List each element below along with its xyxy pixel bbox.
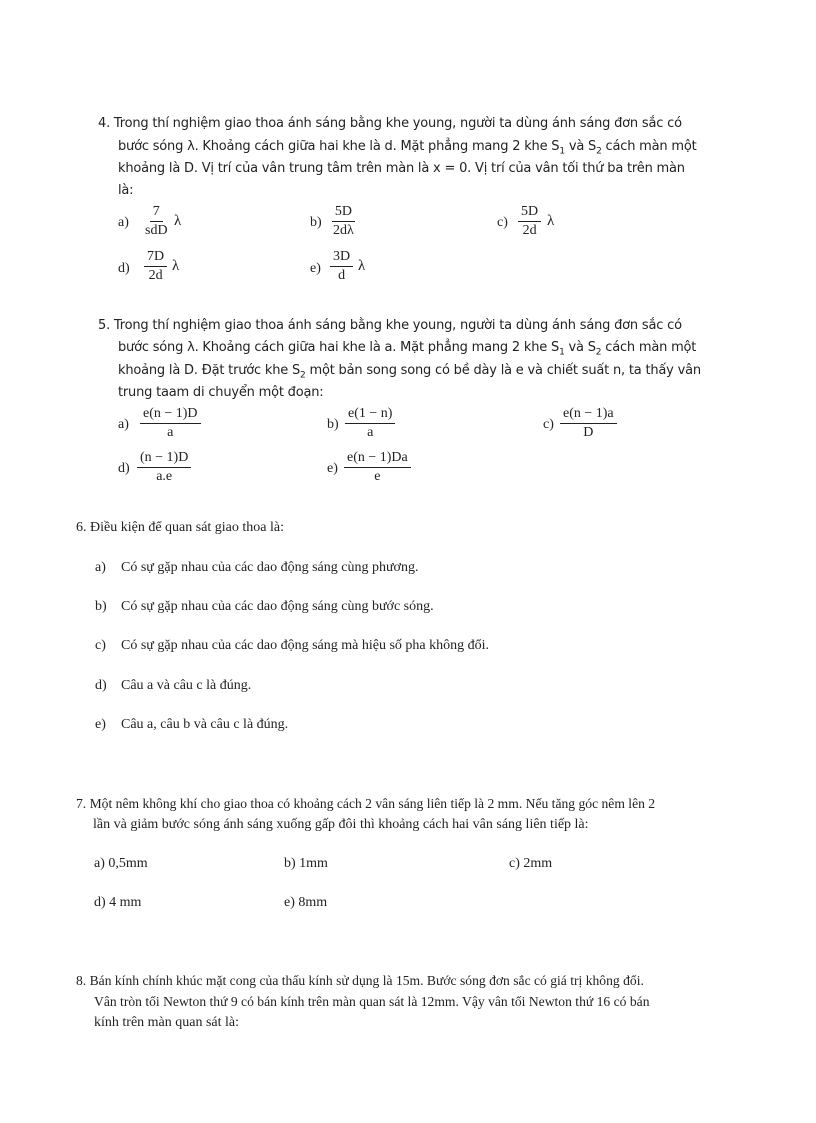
q4-option-a-fraction	[142, 204, 171, 239]
q5-option-d-fraction	[137, 450, 191, 485]
q4-line-3: khoảng là D. Vị trí của vân trung tâm trên màn là x = 0. Vị trí của vân tối thứ ba trên màn	[118, 161, 685, 176]
q6-option-d-text: Câu a và câu c là đúng.	[121, 678, 252, 693]
q6-option-c-text: Có sự gặp nhau của các dao động sáng mà hiệu số pha không đổi.	[121, 638, 490, 653]
q4-option-c-label: c)	[497, 215, 508, 230]
q4-option-a-lambda: λ	[174, 213, 182, 229]
q5-line-3: khoảng là D. Đặt trước khe $S_2$ một bản song song có bề dày là e và chiết suất n, ta thấy vân	[118, 363, 701, 381]
q4-option-c-fraction	[518, 204, 541, 239]
q7-option-b: b) 1mm	[284, 856, 328, 871]
q4-option-d-label: d)	[118, 261, 130, 276]
q6-option-d-label: d)	[95, 678, 107, 693]
q6-stem: 6. Điều kiện để quan sát giao thoa là:	[76, 520, 284, 535]
q5-option-e-denominator: e	[374, 469, 381, 484]
q7-line-2: lần và giảm bước sóng ánh sáng xuống gấp đôi thì khoảng cách hai vân sáng liên tiếp là:	[93, 817, 589, 832]
q4-line-4: là:	[118, 183, 134, 198]
q5-option-b-denominator: a	[367, 425, 374, 440]
q6-option-b-label: b)	[95, 599, 107, 614]
q7-option-e: e) 8mm	[284, 895, 328, 910]
q5-option-a-fraction	[140, 406, 201, 441]
q4-option-d-numerator: 7D	[144, 249, 167, 267]
q4-option-a-numerator: 7	[150, 204, 163, 222]
q4-option-d-lambda: λ	[172, 258, 180, 274]
q5-option-a-label: a)	[118, 417, 129, 432]
q4-option-c-numerator: 5D	[518, 204, 541, 222]
q7-option-a: a) 0,5mm	[94, 856, 148, 871]
q7-line-1: 7. Một nêm không khí cho giao thoa có khoảng cách 2 vân sáng liên tiếp là 2 mm. Nếu tăng góc nêm lên 2	[76, 796, 656, 811]
q4-option-e-denominator: d	[338, 268, 346, 283]
q5-option-d-numerator: (n − 1)D	[137, 450, 191, 468]
q4-option-e-lambda: λ	[358, 258, 366, 274]
q6-option-b-text: Có sự gặp nhau của các dao động sáng cùng bước sóng.	[121, 599, 434, 614]
q5-option-a-denominator: a	[167, 425, 174, 440]
q4-option-b-label: b)	[310, 215, 322, 230]
q5-option-a-numerator: e(n − 1)D	[140, 406, 201, 424]
q5-option-e-label: e)	[327, 461, 338, 476]
q5-option-d-label: d)	[118, 461, 130, 476]
q6-option-a-label: a)	[95, 560, 106, 575]
q4-option-a-denominator: sdD	[145, 223, 168, 238]
q4-option-e-label: e)	[310, 261, 321, 276]
q5-option-c-label: c)	[543, 417, 554, 432]
q8-line-1: 8. Bán kính chính khúc mặt cong của thấu kính sử dụng là 15m. Bước sóng đơn sắc có giá trị không đổi.	[76, 973, 644, 988]
q4-line-2: bước sóng λ. Khoảng cách giữa hai khe là d. Mặt phẳng mang 2 khe $S_1$ và $S_2$ cách màn một	[118, 139, 697, 157]
q4-option-e-numerator: 3D	[330, 249, 353, 267]
q6-option-e-label: e)	[95, 717, 106, 732]
q7-option-c: c) 2mm	[509, 856, 553, 871]
q4-option-c-lambda: λ	[547, 213, 555, 229]
q5-option-c-numerator: e(n − 1)a	[560, 406, 617, 424]
q6-option-c-label: c)	[95, 638, 106, 653]
q5-option-b-label: b)	[327, 417, 339, 432]
q4-line-1: 4. Trong thí nghiệm giao thoa ánh sáng bằng khe young, người ta dùng ánh sáng đơn sắc có	[98, 116, 682, 131]
q4-option-a-label: a)	[118, 215, 129, 230]
q4-option-b-fraction	[330, 204, 357, 239]
q5-option-e-numerator: e(n − 1)Da	[344, 450, 411, 468]
q5-line-1: 5. Trong thí nghiệm giao thoa ánh sáng bằng khe young, người ta dùng ánh sáng đơn sắc có	[98, 318, 682, 333]
q5-line-2: bước sóng λ. Khoảng cách giữa hai khe là a. Mặt phẳng mang 2 khe $S_1$ và $S_2$ cách màn một	[118, 340, 697, 358]
q5-option-e-fraction	[344, 450, 411, 485]
q8-line-3: kính trên màn quan sát là:	[94, 1015, 240, 1030]
q5-option-c-denominator: D	[583, 425, 594, 440]
q6-option-a-text: Có sự gặp nhau của các dao động sáng cùng phương.	[121, 560, 419, 575]
q4-option-b-numerator: 5D	[332, 204, 355, 222]
q5-option-b-numerator: e(1 − n)	[345, 406, 395, 424]
q4-option-b-denominator: 2dλ	[333, 223, 354, 238]
q4-option-e-fraction	[330, 249, 353, 284]
q7-option-d: d) 4 mm	[94, 895, 142, 910]
q4-option-d-denominator: 2d	[148, 268, 163, 283]
q6-option-e-text: Câu a, câu b và câu c là đúng.	[121, 717, 289, 732]
q4-option-d-fraction	[144, 249, 167, 284]
q5-option-c-fraction	[560, 406, 617, 441]
q5-option-b-fraction	[345, 406, 395, 441]
q4-option-c-denominator: 2d	[522, 223, 537, 238]
q8-line-2: Vân tròn tối Newton thứ 9 có bán kính trên màn quan sát là 12mm. Vậy vân tối Newton thứ 16 có bán	[94, 994, 650, 1009]
q5-option-d-denominator: a.e	[156, 469, 173, 484]
q5-line-4: trung taam di chuyển một đoạn:	[118, 385, 324, 400]
